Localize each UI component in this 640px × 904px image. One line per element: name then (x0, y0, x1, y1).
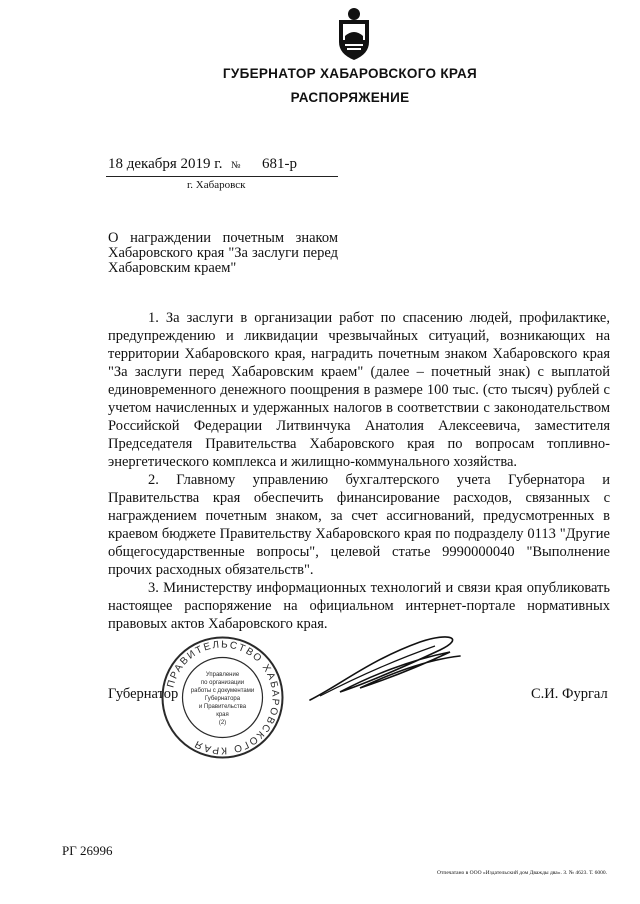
stamp-line: и Правительства (198, 704, 247, 710)
stamp-outer-text: ПРАВИТЕЛЬСТВО ХАБАРОВСКОГО КРАЯ (165, 639, 281, 756)
number-label: № (231, 160, 241, 171)
paragraph-1: 1. За заслуги в организации работ по спасению людей, профилактике, предупреждению и ликвидации чрезвычайных ситуаций, возникающих на территории Хабаровского края, наградить почетным знаком Хабаровского края "За заслуги перед Хабаровским краем" (далее – почетный знак) с выплатой единовременного денежного поощрения в размере 100 тыс. (сто тысяч) рублей с учетом начисленных и удержанных налогов в соответствии с законодательством Российской Федерации Литвинчука Анатолия Алексеевича, заместителя Председателя Правительства Хабаровского края по вопросам топливно-энергетического комплекса и жилищно-коммунального хозяйства. (108, 310, 610, 470)
stamp-line: (2) (218, 720, 227, 726)
stamp-line: по организации (200, 680, 245, 686)
khabarovsk-coat-of-arms-icon (331, 6, 377, 62)
paragraph-2: 2. Главному управлению бухгалтерского учета Губернатора и Правительства края обеспечить финансирование расходов, связанных с награждением почетным знаком, за счет ассигнований, предусмотренных в краевом бюджете Правительству Хабаровского края по подразделу 0113 "Другие общегосударственные вопросы", целевой статье 9990000040 "Выполнение прочих расходных обязательств". (108, 472, 610, 578)
registration-code: РГ 26996 (62, 843, 113, 858)
paragraph-3: 3. Министерству информационных технологий и связи края опубликовать настоящее распоряжение на официальном интернет-портале нормативных правовых актов Хабаровского края. (108, 580, 610, 632)
document-number: 681-р (262, 156, 297, 172)
printer-imprint: Отпечатано в ООО «Издательский дом Дважды два». З. № 4623. Т. 6000. (437, 870, 608, 876)
registration-underline (106, 176, 338, 177)
official-stamp (160, 635, 285, 760)
stamp-line: Управление (205, 672, 240, 678)
signatory-name: С.И. Фургал (531, 686, 608, 702)
stamp-line: Губернатора (204, 696, 241, 702)
stamp-line: края (216, 712, 229, 718)
document-date: 18 декабря 2019 г. (108, 156, 223, 172)
document-type: РАСПОРЯЖЕНИЕ (290, 90, 410, 105)
document-subject: О награждении почетным знаком Хабаровского края "За заслуги перед Хабаровским краем" (108, 230, 338, 276)
signatory-title: Губернатор (108, 686, 179, 702)
stamp-line: работы с документами (190, 688, 255, 694)
handwritten-signature (300, 630, 470, 710)
organization-title: ГУБЕРНАТОР ХАБАРОВСКОГО КРАЯ (222, 66, 478, 81)
document-body (108, 309, 610, 633)
document-city: г. Хабаровск (187, 179, 246, 191)
